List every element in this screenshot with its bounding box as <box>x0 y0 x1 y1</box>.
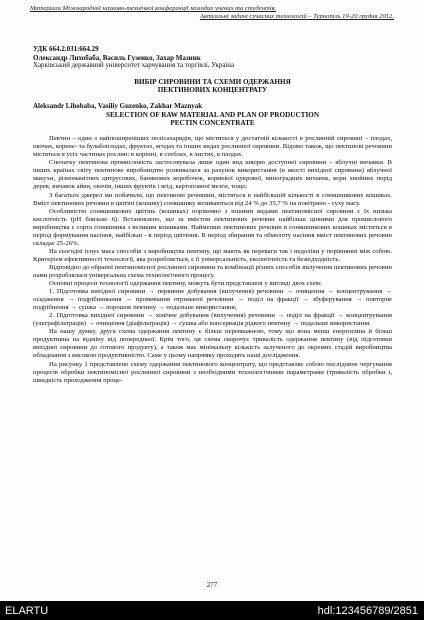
header-line-2: Актуальні задачі сучасних технологій – Тернопіль 19-20 грудня 2012. <box>199 13 394 21</box>
paragraph: На рисунку 1 представлено схему одержання пектинового концентрату, що представляє собою послідовне чергування процесів обробки пектиномісної рослинної сировини з необхідними технологічними параметрами (тривалість обробки t, швидкість проходження проце- <box>33 360 392 384</box>
paragraph: На нашу думку, друга схема одержання пектину є більш перевважною, тому що вона менш енергоємна й більш продуктивна на відміну від попередньої. Крім того, ця схема скорочує тривалість одержання пектину (від підготовки вихідної сировини до готового продукту), а також має мінімальну кількість залученого до окремих стадій виробництва обладнання з високою продуктивністю. Саме у цьому напрямку проходять наші дослідження. <box>33 328 392 360</box>
institution: Харківський державний університет харчування та торгівлі, Україна <box>33 62 235 70</box>
title-en-line-2: PECTIN CONCENTRATE <box>170 119 255 128</box>
header-line-1: Матеріали Міжнародної науково-технічної конференції молодих учених та студентів. <box>30 5 277 12</box>
paragraph: Спочатку пектинова промисловість застосовувала лише один вид шкорю доступної сировини – яблучні вичавки. В інших країнах світу пектинове виробництво розвивалася за рахунок використання (в якості вихідної сировини) яблучної макухи, різноманітних цитрусових, банянових коробочок, кормової цукрової, виноградних вичавок, кори хвойних порід дерев, вичавок айви, овочів, інших фруктів і ягід, картопляної мезги, тощо. <box>33 159 392 191</box>
title-ua-line-2: ПЕКТИНОВИХ КОНЦЕНТРАТУ <box>157 86 268 95</box>
title-en-line-1: SELECTION OF RAW MATERIAL AND PLAN OF PRODUCTION <box>105 110 320 119</box>
paragraph: Пектин – один з найпоширеніших полісахаридів, що міститься у достатній кількості в рослинній сировині – плодах, овочах, корене- та бульбоплодах, фруктах, ягодах та інших видах рослинної сировини. Відомо також, що пектинові речовини містяться в усіх частинах рослин: в корінні, в стеблах, в листях, в плодах. <box>33 135 392 159</box>
scheme-2: 2. Підготовка вихідної сировини → хімічне добування (вилучення) речовини → поділ на фракції → концентрування (ультрафільтрація) → очищення (діафільтрація) → сушка або консервація рідкого пектину → подальше використання. <box>33 312 392 328</box>
page-number: 277 <box>206 581 218 589</box>
udc-code: УДК 664.2.031:664.29 <box>33 45 99 53</box>
paragraph: З багатьох джерел ми побачили, що пектинові речовини, містяться в найбільшій кількості в соняшникових кошиках. Вміст пектинових речовин в цвітіні (кошику) соняшнику коливаються від 24 % до 35,7 % на повітряно - суху масу. <box>33 191 392 207</box>
paragraph: На сьогодні існує маса способів з виробництва пектину, що мають як переваги так і недоліки у порівнянні між собою. Критерієм ефективності технології, яка розробляється, є її універсальність, екологічність та безвідходність. <box>33 247 392 263</box>
article-body <box>33 45 392 385</box>
paragraph: Відповідно до обраної пектиномісної рослинної сировини та комбінації різних способів вилучення пектинових речовин нами розроблялася універсальна схема технологічного процесу. <box>33 263 392 279</box>
repository-name: ELARTU <box>5 605 49 617</box>
handle-id: hdl:123456789/2851 <box>317 605 418 617</box>
paragraph: Основні процеси технології одержання пектину, можуть бути представлені у вигляді двох схем: <box>49 280 322 288</box>
footer-bar <box>0 601 424 620</box>
scheme-1: 1. Підготовка вихідної сировини → первинне добування (вилучення) речовини → очищення → концентрування → осадження → подрібнювання → промивання отриманої речовини → поділ на фракції → збуферування → повторне подрібнення → сушка → порошок пектину → подальше використання; <box>33 288 392 312</box>
title-ua-line-1: ВИБІР СИРОВИНИ ТА СХЕМИ ОДЕРЖАННЯ <box>134 77 291 86</box>
authors-en: Aleksandr Lihobaba, Vasiliy Guzenko, Zakhar Maznyak <box>33 102 203 111</box>
authors-ua: Олександр Лихобаба, Василь Гузенко, Захар Мазник <box>33 53 201 62</box>
paragraph: Особливістю соняшникових цвітінь (кошиках) порівняно з іншими видами пектиномісної сировини є їх низька кислотність (pH близько 6). Встановлено, що за вмістом пектинових речовин найбільш цінними для промислового виробництва є сорта соняшника з великим кошиками. Найменше пектинових речовин в соняшникових кошиках міститься в період формування насіння, найбільш - в період цвітіння. В період збирання та обмолоту насіння вміст пектинових речовин складає 25-26%. <box>33 207 392 247</box>
conference-header <box>30 5 394 22</box>
